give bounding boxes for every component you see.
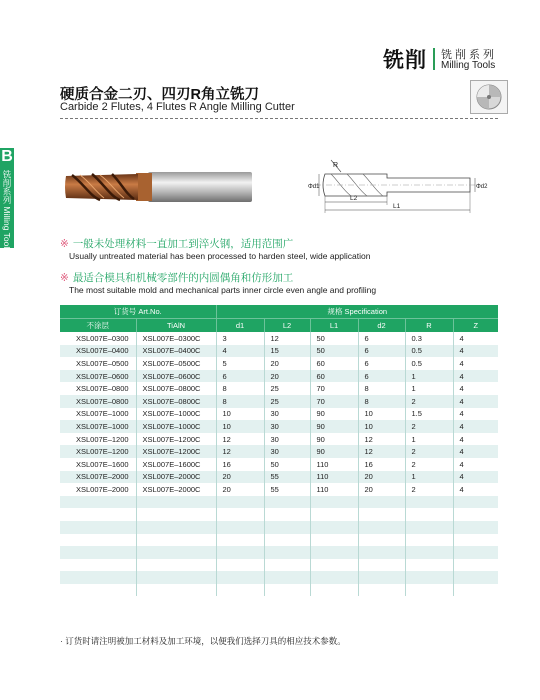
table-cell (136, 584, 216, 597)
table-cell (136, 534, 216, 547)
table-cell (136, 521, 216, 534)
drawing-label-l1: L1 (393, 203, 401, 210)
table-cell (405, 584, 453, 597)
table-cell: 12 (216, 445, 264, 458)
table-row (60, 508, 498, 521)
table-cell: 4 (453, 357, 498, 370)
table-cell (60, 534, 136, 547)
table-cell (358, 508, 405, 521)
table-row (60, 357, 498, 370)
note-2 (60, 270, 376, 295)
table-cell (358, 546, 405, 559)
table-cell: 20 (264, 370, 310, 383)
note-1-en: Usually untreated material has been processed to harden steel, wide application (69, 251, 371, 261)
table-cell (136, 496, 216, 509)
table-cell (453, 508, 498, 521)
table-cell: 8 (358, 382, 405, 395)
table-cell: 10 (216, 420, 264, 433)
table-cell: XSL007E–2000C (136, 471, 216, 484)
table-cell (310, 508, 358, 521)
table-row (60, 483, 498, 496)
page-title-cn: 硬质合金二刃、四刃R角立铣刀 (60, 87, 259, 103)
table-cell (264, 496, 310, 509)
table-cell: 0.5 (405, 345, 453, 358)
table-cell: 8 (216, 382, 264, 395)
table-cell (310, 546, 358, 559)
table-cell: 16 (216, 458, 264, 471)
table-cell: 110 (310, 458, 358, 471)
footer-note: · 订货时请注明被加工材料及加工环境，以便我们选择刀具的相应技术参数。 (60, 636, 346, 646)
table-cell: 6 (216, 370, 264, 383)
table-cell (310, 571, 358, 584)
dimension-drawing (305, 158, 488, 221)
cutter-end-view-icon (470, 80, 508, 114)
table-row (60, 571, 498, 584)
table-cell (405, 559, 453, 572)
table-cell: XSL007E–1200C (136, 433, 216, 446)
column-header: 不涂层 (60, 319, 136, 333)
table-cell: 0.3 (405, 332, 453, 345)
table-cell: 55 (264, 471, 310, 484)
table-row (60, 395, 498, 408)
table-cell (136, 571, 216, 584)
table-row (60, 584, 498, 597)
table-cell: XSL007E–1000 (76, 409, 129, 419)
note-1-cn: 一般未处理材料一直加工到淬火钢，适用范围广 (72, 238, 294, 250)
table-cell: 25 (264, 382, 310, 395)
table-cell: XSL007E–0500C (136, 357, 216, 370)
table-cell: 10 (358, 420, 405, 433)
table-cell: 110 (310, 483, 358, 496)
table-cell: 1 (405, 471, 453, 484)
table-cell (453, 496, 498, 509)
table-row (60, 559, 498, 572)
table-cell (358, 521, 405, 534)
table-cell: XSL007E–1600C (136, 458, 216, 471)
header-divider (60, 118, 498, 119)
table-cell: XSL007E–1000 (60, 420, 136, 433)
note-marker: ※ (60, 238, 69, 250)
table-cell: 20 (216, 471, 264, 484)
table-cell (216, 508, 264, 521)
table-cell (264, 584, 310, 597)
table-cell (216, 521, 264, 534)
table-cell (216, 496, 264, 509)
table-cell: 55 (264, 483, 310, 496)
table-row (60, 408, 498, 421)
table-cell: 12 (264, 332, 310, 345)
table-cell: XSL007E–1600 (76, 459, 129, 469)
spec-table (60, 305, 498, 596)
table-cell: XSL007E–0800 (76, 384, 129, 394)
table-cell (405, 534, 453, 547)
table-row (60, 332, 498, 345)
table-cell: XSL007E–0300C (136, 332, 216, 345)
category-title: 铣削 (383, 49, 427, 72)
table-cell: 90 (310, 433, 358, 446)
table-cell: 2 (405, 458, 453, 471)
table-cell (358, 559, 405, 572)
table-cell (358, 571, 405, 584)
table-cell (264, 546, 310, 559)
column-header: TiAlN (136, 319, 216, 333)
table-cell (453, 521, 498, 534)
table-cell: 2 (405, 420, 453, 433)
table-cell: 60 (310, 357, 358, 370)
table-cell: 4 (453, 420, 498, 433)
table-cell (60, 508, 136, 521)
artno-group-header: 订货号 Art.No. (60, 305, 216, 319)
table-cell: 4 (453, 370, 498, 383)
table-cell (264, 521, 310, 534)
table-row (60, 345, 498, 358)
table-cell: 3 (216, 332, 264, 345)
table-cell: 90 (310, 445, 358, 458)
table-cell (60, 496, 136, 509)
table-row (60, 521, 498, 534)
table-cell: 20 (264, 357, 310, 370)
table-row (60, 496, 498, 509)
note-2-en: The most suitable mold and mechanical parts inner circle even angle and profiling (69, 285, 377, 295)
table-cell: 4 (453, 445, 498, 458)
table-cell: 6 (358, 357, 405, 370)
table-cell: 20 (358, 471, 405, 484)
table-cell: 15 (264, 345, 310, 358)
table-cell: XSL007E–0800C (136, 382, 216, 395)
table-cell (216, 559, 264, 572)
table-cell: 6 (358, 332, 405, 345)
table-cell: 25 (264, 395, 310, 408)
table-row (60, 445, 498, 458)
table-cell: 8 (358, 395, 405, 408)
table-cell (60, 584, 136, 597)
table-cell: 4 (216, 345, 264, 358)
table-cell (453, 584, 498, 597)
table-cell: 90 (310, 408, 358, 421)
table-cell (136, 508, 216, 521)
table-cell (60, 521, 136, 534)
drawing-label-d2: Φd2 (476, 184, 488, 190)
table-cell: XSL007E–2000 (60, 471, 136, 484)
table-cell: 2 (405, 395, 453, 408)
table-cell (216, 534, 264, 547)
table-cell (453, 546, 498, 559)
table-cell (264, 508, 310, 521)
table-cell: XSL007E–1000C (136, 408, 216, 421)
table-cell (136, 559, 216, 572)
table-cell (216, 546, 264, 559)
table-cell (405, 571, 453, 584)
table-cell: 1.5 (405, 408, 453, 421)
table-cell: 10 (216, 408, 264, 421)
table-cell (453, 534, 498, 547)
table-cell: 5 (216, 357, 264, 370)
table-cell (358, 496, 405, 509)
note-marker: ※ (60, 272, 69, 284)
table-cell: 110 (310, 471, 358, 484)
table-cell: 10 (358, 408, 405, 421)
table-cell (405, 521, 453, 534)
column-header: Z (453, 319, 498, 333)
table-cell: XSL007E–0400 (60, 345, 136, 358)
table-cell (216, 584, 264, 597)
category-subtitle-cn: 铣削系列 (441, 49, 497, 61)
table-cell (310, 584, 358, 597)
table-cell: XSL007E–1200 (60, 445, 136, 458)
column-header: d1 (216, 319, 264, 333)
table-cell: 4 (453, 471, 498, 484)
table-cell: XSL007E–0800 (60, 395, 136, 408)
table-cell: 50 (310, 332, 358, 345)
spec-group-header: 规格 Specification (216, 305, 498, 319)
table-cell: 70 (310, 395, 358, 408)
table-cell: 1 (405, 382, 453, 395)
table-cell (60, 559, 136, 572)
column-header: L1 (310, 319, 358, 333)
table-row (60, 471, 498, 484)
table-cell: 30 (264, 420, 310, 433)
table-cell (264, 534, 310, 547)
table-row (60, 546, 498, 559)
table-cell (358, 584, 405, 597)
table-row (60, 458, 498, 471)
section-tab-label: 铣削系列 Milling Tools (2, 170, 12, 253)
table-cell: 4 (453, 382, 498, 395)
drawing-label-l2: L2 (350, 195, 358, 202)
table-cell: XSL007E–0300 (76, 333, 129, 343)
drawing-label-r: R (333, 162, 339, 169)
table-cell (405, 508, 453, 521)
table-cell: XSL007E–1000C (136, 420, 216, 433)
table-cell: 2 (405, 483, 453, 496)
table-cell: XSL007E–2000C (136, 483, 216, 496)
page-title-en: Carbide 2 Flutes, 4 Flutes R Angle Milling Cutter (60, 101, 295, 113)
table-cell: 50 (264, 458, 310, 471)
table-cell (405, 496, 453, 509)
table-cell: 4 (453, 345, 498, 358)
table-cell (136, 546, 216, 559)
table-cell: 4 (453, 458, 498, 471)
table-cell: 4 (453, 332, 498, 345)
table-cell: 90 (310, 420, 358, 433)
table-row (60, 382, 498, 395)
table-cell: 30 (264, 408, 310, 421)
drawing-label-d1: Φd1 (308, 184, 320, 190)
table-cell: 50 (310, 345, 358, 358)
table-cell (453, 571, 498, 584)
note-2-cn: 最适合模具和机械零部件的内圆偶角和仿形加工 (72, 272, 294, 284)
table-cell: XSL007E–0800C (136, 395, 216, 408)
table-cell: 16 (358, 458, 405, 471)
table-cell: 4 (453, 408, 498, 421)
table-cell (310, 534, 358, 547)
table-row (60, 370, 498, 383)
table-cell: 4 (453, 483, 498, 496)
table-cell: 8 (216, 395, 264, 408)
table-cell (60, 571, 136, 584)
table-cell: 0.5 (405, 357, 453, 370)
table-cell: 4 (453, 395, 498, 408)
table-cell: 4 (453, 433, 498, 446)
table-cell: 2 (405, 445, 453, 458)
table-cell: XSL007E–0600C (136, 370, 216, 383)
column-header: d2 (358, 319, 405, 333)
table-cell (264, 571, 310, 584)
table-cell: 6 (358, 370, 405, 383)
table-cell: 6 (358, 345, 405, 358)
table-cell: XSL007E–0500 (76, 358, 129, 368)
table-cell (60, 546, 136, 559)
column-header: L2 (264, 319, 310, 333)
table-cell (310, 496, 358, 509)
table-cell: 1 (405, 370, 453, 383)
table-row (60, 534, 498, 547)
table-cell: 60 (310, 370, 358, 383)
table-cell: 12 (216, 433, 264, 446)
table-row (60, 420, 498, 433)
product-photo (60, 162, 260, 217)
section-tab-letter: B (1, 148, 13, 165)
table-cell: 20 (216, 483, 264, 496)
table-cell (310, 559, 358, 572)
column-header: R (405, 319, 453, 333)
category-divider (433, 48, 435, 70)
table-row (60, 433, 498, 446)
table-cell: XSL007E–0400C (136, 345, 216, 358)
table-cell: XSL007E–2000 (76, 484, 129, 494)
table-cell: 20 (358, 483, 405, 496)
table-cell (358, 534, 405, 547)
table-cell: 70 (310, 382, 358, 395)
table-cell: XSL007E–1200C (136, 445, 216, 458)
table-cell: 12 (358, 445, 405, 458)
table-cell (216, 571, 264, 584)
category-subtitle-en: Milling Tools (441, 60, 496, 71)
table-cell: 1 (405, 433, 453, 446)
table-cell: XSL007E–1200 (76, 434, 129, 444)
table-cell: XSL007E–0600 (60, 370, 136, 383)
table-cell: 30 (264, 433, 310, 446)
note-1 (60, 236, 370, 261)
table-cell (310, 521, 358, 534)
table-cell (453, 559, 498, 572)
table-cell: 12 (358, 433, 405, 446)
table-cell (405, 546, 453, 559)
table-cell: 30 (264, 445, 310, 458)
table-cell (264, 559, 310, 572)
